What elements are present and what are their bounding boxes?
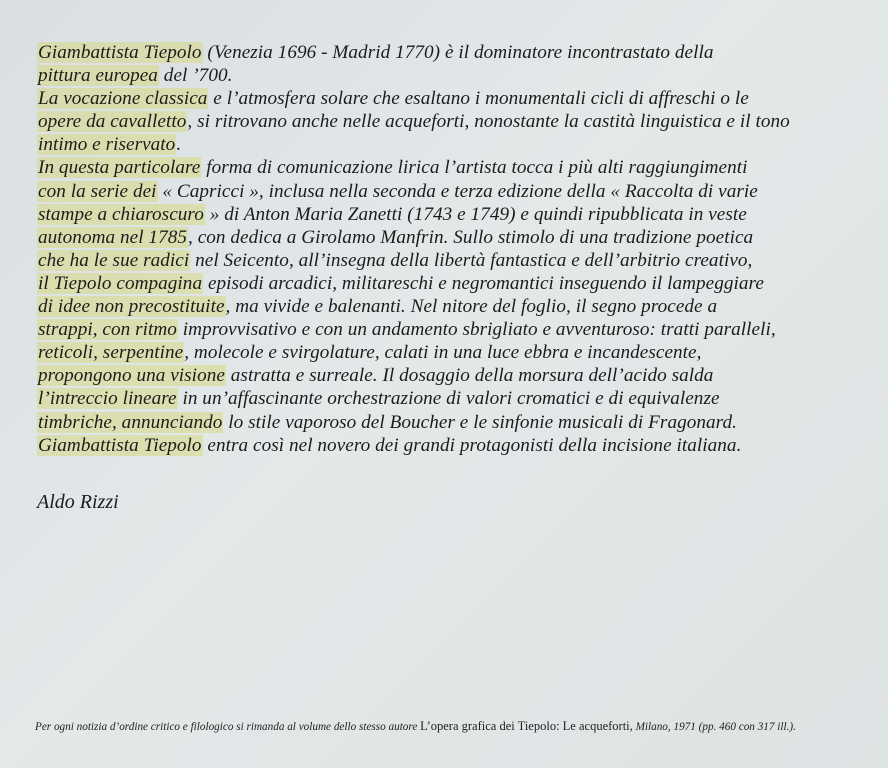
line-text: , molecole e svirgolature, calati in una luce ebbra e incandescente, xyxy=(184,342,702,364)
line-text: , con dedica a Girolamo Manfrin. Sullo stimolo di una tradizione poetica xyxy=(188,226,754,248)
highlighted-phrase: opere da cavalletto xyxy=(38,111,187,133)
text-line xyxy=(37,434,857,457)
highlighted-phrase: La vocazione classica xyxy=(38,88,208,110)
line-text: entra così nel novero dei grandi protagonisti della incisione italiana. xyxy=(202,434,742,456)
line-text: in un’affascinante orchestrazione di valori cromatici e di equivalenze xyxy=(177,388,720,410)
essay-body xyxy=(37,41,857,457)
footnote-book-title: L’opera grafica dei Tiepolo: Le acqueforti, xyxy=(420,719,633,733)
text-line xyxy=(37,64,857,87)
line-text: e l’atmosfera solare che esaltano i monumentali cicli di affreschi o le xyxy=(208,88,749,110)
highlighted-phrase: stampe a chiaroscuro xyxy=(38,203,204,225)
highlighted-phrase: Giambattista Tiepolo xyxy=(38,434,202,456)
text-line xyxy=(37,272,857,295)
line-text: astratta e surreale. Il dosaggio della morsura dell’acido salda xyxy=(225,365,714,387)
highlighted-phrase: reticoli, serpentine xyxy=(38,342,184,364)
highlighted-phrase: di idee non precostituite xyxy=(38,296,225,318)
text-line xyxy=(37,364,857,387)
text-line xyxy=(37,203,857,226)
line-text: forma di comunicazione lirica l’artista tocca i più alti raggiungimenti xyxy=(201,157,748,179)
text-line xyxy=(37,387,857,410)
highlighted-phrase: propongono una visione xyxy=(38,365,225,387)
footnote xyxy=(35,719,796,734)
text-line xyxy=(37,295,857,318)
text-line xyxy=(37,133,857,156)
footnote-intro: Per ogni notizia d’ordine critico e filologico si rimanda al volume dello stesso autore xyxy=(35,721,418,733)
highlighted-phrase: che ha le sue radici xyxy=(38,249,190,271)
text-line xyxy=(37,180,857,203)
line-text: . xyxy=(176,134,182,156)
highlighted-phrase: con la serie dei xyxy=(38,180,157,202)
footnote-publication: Milano, 1971 (pp. 460 con 317 ill.). xyxy=(635,721,796,733)
line-text: episodi arcadici, militareschi e negromantici inseguendo il lampeggiare xyxy=(203,272,764,294)
highlighted-phrase: il Tiepolo compagina xyxy=(38,272,203,294)
text-line xyxy=(37,411,857,434)
line-text: « Capricci », inclusa nella seconda e terza edizione della « Raccolta di varie xyxy=(157,180,758,202)
line-text: , ma vivide e balenanti. Nel nitore del foglio, il segno procede a xyxy=(225,296,718,318)
text-line xyxy=(37,318,857,341)
highlighted-phrase: timbriche, annunciando xyxy=(38,411,223,433)
highlighted-phrase: pittura europea xyxy=(38,65,158,87)
text-line xyxy=(37,156,857,179)
highlighted-phrase: l’intreccio lineare xyxy=(38,388,177,410)
line-text: improvvisativo e con un andamento sbrigliato e avventuroso: tratti paralleli, xyxy=(177,319,776,341)
line-text: (Venezia 1696 - Madrid 1770) è il dominatore incontrastato della xyxy=(202,42,714,63)
line-text: lo stile vaporoso del Boucher e le sinfonie musicali di Fragonard. xyxy=(223,411,737,433)
text-line xyxy=(37,249,857,272)
line-text: del ’700. xyxy=(158,65,233,87)
line-text: nel Seicento, all’insegna della libertà fantastica e dell’arbitrio creativo, xyxy=(190,249,753,271)
highlighted-phrase: strappi, con ritmo xyxy=(38,319,177,341)
line-text: » di Anton Maria Zanetti (1743 e 1749) e quindi ripubblicata in veste xyxy=(204,203,747,225)
highlighted-phrase: intimo e riservato xyxy=(38,134,176,156)
highlighted-phrase: autonoma nel 1785 xyxy=(38,226,188,248)
highlighted-phrase: In questa particolare xyxy=(38,157,201,179)
text-line xyxy=(37,226,857,249)
highlighted-phrase: Giambattista Tiepolo xyxy=(38,42,202,63)
line-text: , si ritrovano anche nelle acqueforti, nonostante la castità linguistica e il tono xyxy=(187,111,790,133)
text-line xyxy=(37,110,857,133)
text-line xyxy=(37,87,857,110)
text-line xyxy=(37,41,857,64)
text-line xyxy=(37,341,857,364)
author-signature: Aldo Rizzi xyxy=(37,491,119,513)
